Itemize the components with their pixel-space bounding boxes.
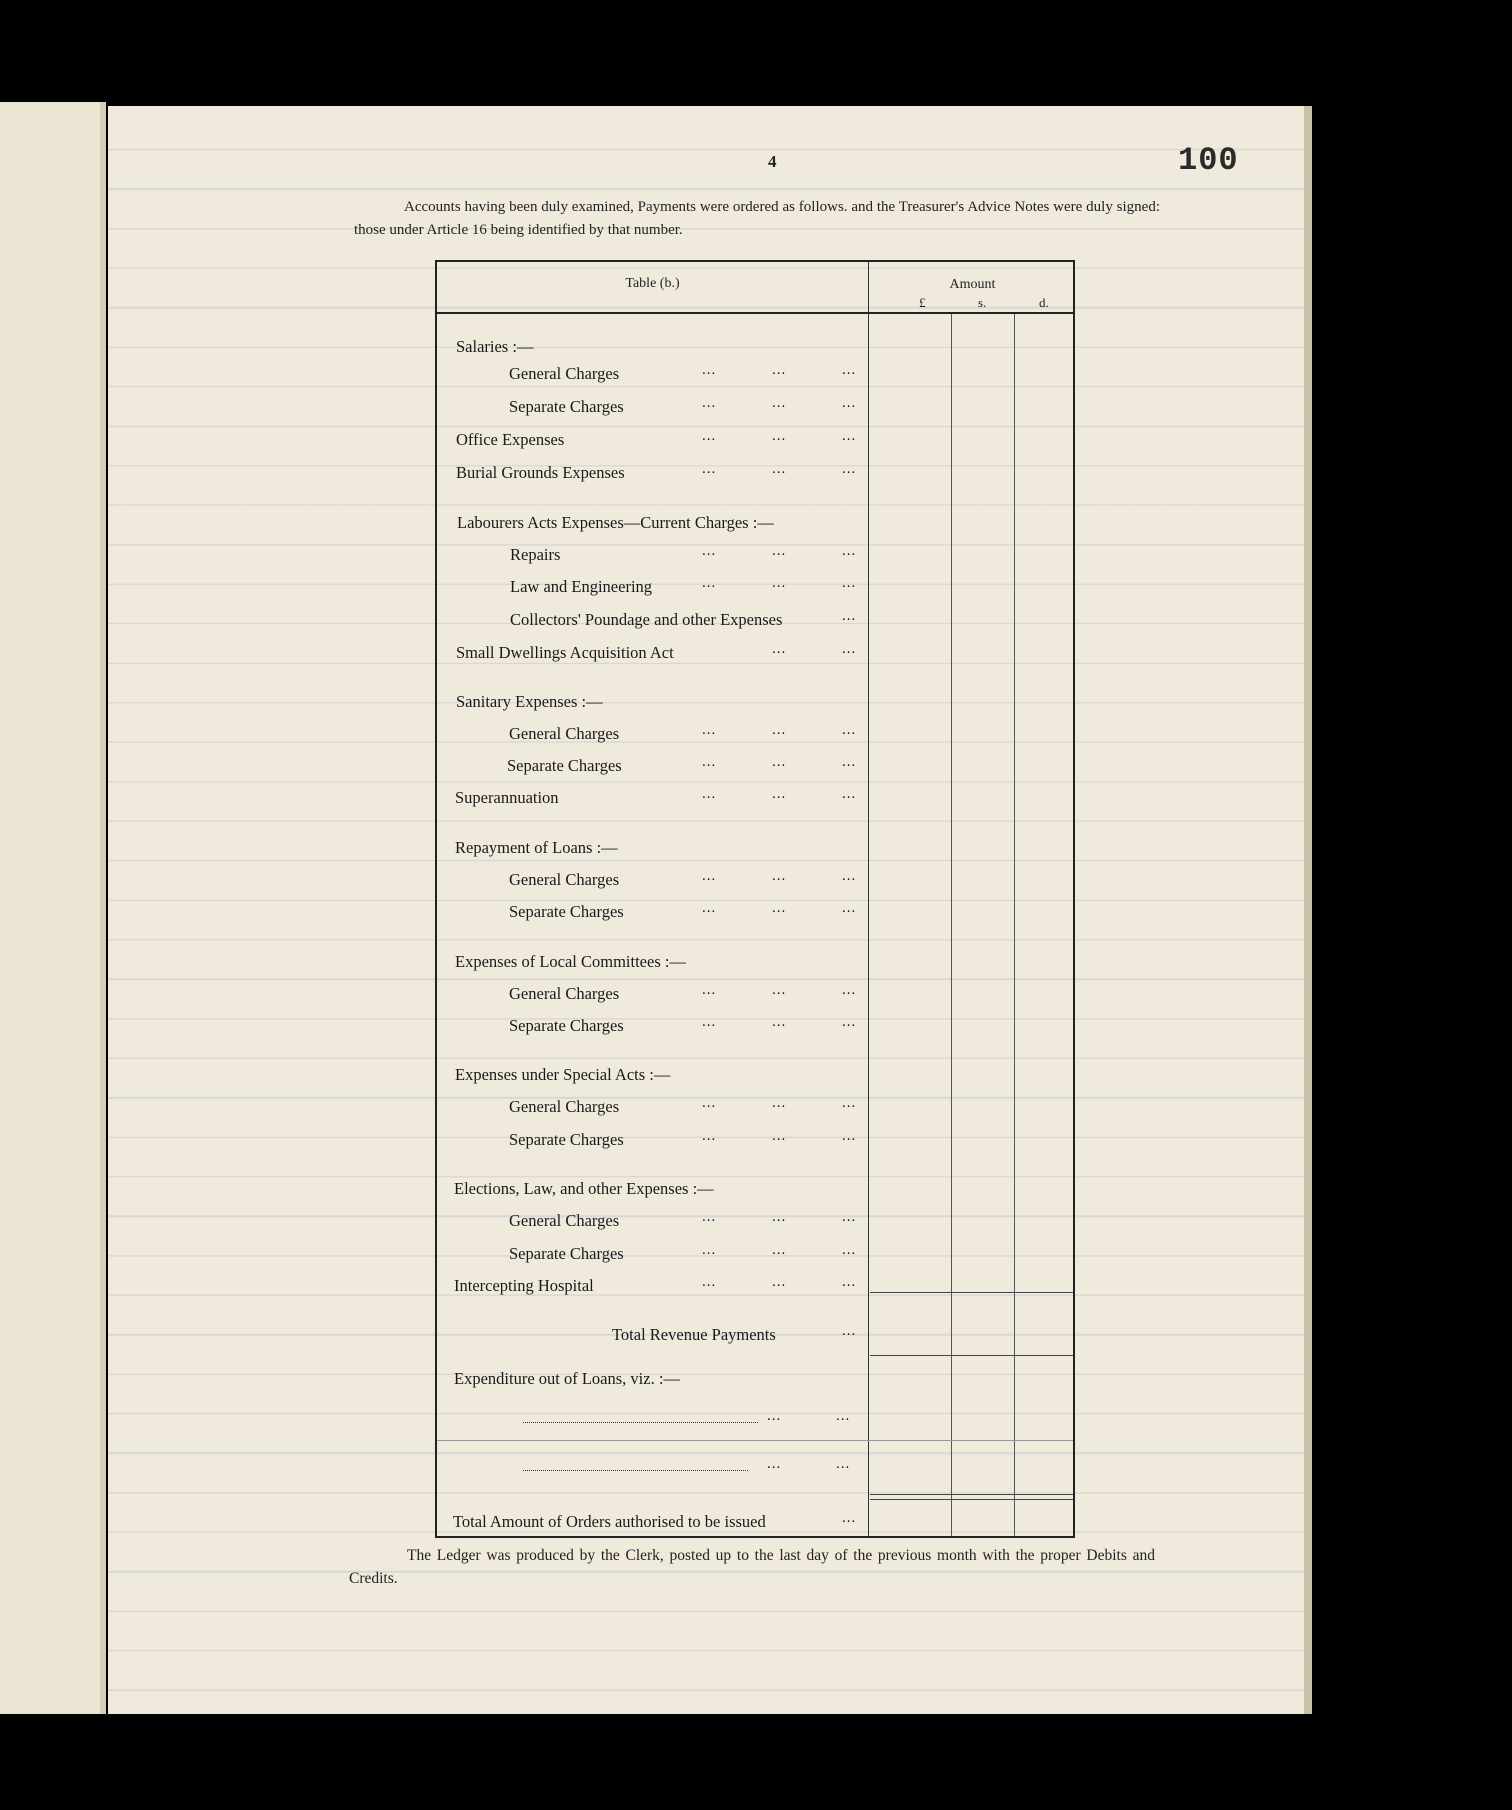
row-label: Office Expenses xyxy=(456,430,565,449)
leader-dots: ... xyxy=(702,722,717,738)
payments-table xyxy=(435,260,1075,1538)
leader-dots: ... xyxy=(702,1014,717,1030)
leader-dots: ... xyxy=(842,786,857,802)
leader-dots: ... xyxy=(702,543,717,559)
row-label: Expenses under Special Acts :— xyxy=(455,1065,671,1084)
table-row-general-charges xyxy=(437,870,868,894)
table-row-small-dwellings-acquisition-act xyxy=(437,643,868,667)
row-label: Separate Charges xyxy=(509,902,624,921)
table-row-superannuation xyxy=(437,788,868,812)
table-row-sanitary-expenses xyxy=(437,692,868,716)
table-row-repayment-of-loans xyxy=(437,838,868,862)
leader-dots: ... xyxy=(772,428,787,444)
leader-dots: ... xyxy=(702,362,717,378)
leader-dots: ... xyxy=(772,786,787,802)
row-label: Repairs xyxy=(510,545,561,564)
page-number: 4 xyxy=(768,152,777,171)
leader-dots: ... xyxy=(772,641,787,657)
row-label: Elections, Law, and other Expenses :— xyxy=(454,1179,714,1198)
table-row-separate-charges xyxy=(437,397,868,421)
leader-dots: ... xyxy=(842,1095,857,1111)
table-title: Table (b.) xyxy=(625,276,680,291)
shillings-header: s. xyxy=(978,295,987,310)
leader-dots: ... xyxy=(702,754,717,770)
row-label: General Charges xyxy=(509,1211,620,1230)
leader-dots: ... xyxy=(842,754,857,770)
row-label: Separate Charges xyxy=(509,1016,624,1035)
leader-dots: ... xyxy=(772,1209,787,1225)
intro-paragraph: Accounts having been duly examined, Payments were ordered as follows. and the Treasurer's Advice Notes were duly signed: those under Article 16 being identified by that number. xyxy=(354,199,1160,238)
leader-dots: ... xyxy=(842,362,857,378)
pounds-shillings-divider xyxy=(951,314,952,1536)
leader-dots: ... xyxy=(836,1408,851,1424)
table-row-collectors-poundage-and-other-expenses xyxy=(437,610,868,634)
blank-loan-line-1 xyxy=(437,1410,868,1434)
loan-line-divider xyxy=(437,1440,1073,1441)
leader-dots: ... xyxy=(842,428,857,444)
table-row-total-amount-of-orders-authorised-to-be-issued xyxy=(437,1512,868,1536)
table-row-salaries xyxy=(437,337,868,361)
amount-header: Amount xyxy=(949,277,996,292)
leader-dots: ... xyxy=(842,608,857,624)
leader-dots: ... xyxy=(772,362,787,378)
row-label: Separate Charges xyxy=(507,756,622,775)
row-label: Salaries :— xyxy=(456,337,534,356)
leader-dots: ... xyxy=(772,900,787,916)
grand-total-rule-double xyxy=(870,1499,1073,1500)
leader-dots: ... xyxy=(842,543,857,559)
page-edge xyxy=(1304,106,1312,1714)
leader-dots: ... xyxy=(772,868,787,884)
row-label: General Charges xyxy=(509,870,620,889)
table-row-general-charges xyxy=(437,364,868,388)
row-label: Burial Grounds Expenses xyxy=(456,463,625,482)
blank-leader xyxy=(523,1422,758,1423)
leader-dots: ... xyxy=(702,575,717,591)
leader-dots: ... xyxy=(772,1095,787,1111)
leader-dots: ... xyxy=(702,395,717,411)
leader-dots: ... xyxy=(702,428,717,444)
facing-page xyxy=(0,102,106,1714)
total-revenue-rule-bottom xyxy=(870,1355,1073,1356)
leader-dots: ... xyxy=(772,461,787,477)
row-label: Sanitary Expenses :— xyxy=(456,692,603,711)
leader-dots: ... xyxy=(702,1242,717,1258)
table-row-separate-charges xyxy=(437,756,868,780)
leader-dots: ... xyxy=(702,461,717,477)
table-row-separate-charges xyxy=(437,902,868,926)
table-row-general-charges xyxy=(437,724,868,748)
table-row-burial-grounds-expenses xyxy=(437,463,868,487)
table-row-total-revenue-payments xyxy=(437,1325,868,1349)
header-rule xyxy=(437,312,1073,314)
total-revenue-rule-top xyxy=(870,1292,1073,1293)
table-row-expenditure-out-of-loans-viz xyxy=(437,1369,868,1393)
row-label: Separate Charges xyxy=(509,1244,624,1263)
table-row-expenses-under-special-acts xyxy=(437,1065,868,1089)
leader-dots: ... xyxy=(767,1456,782,1472)
closing-paragraph: The Ledger was produced by the Clerk, posted up to the last day of the previous month with the proper Debits and Credits. xyxy=(349,1547,1155,1587)
row-label: General Charges xyxy=(509,1097,620,1116)
leader-dots: ... xyxy=(772,754,787,770)
leader-dots: ... xyxy=(842,1323,857,1339)
row-label: Separate Charges xyxy=(509,1130,624,1149)
leader-dots: ... xyxy=(842,395,857,411)
leader-dots: ... xyxy=(842,722,857,738)
blank-leader xyxy=(523,1470,748,1471)
leader-dots: ... xyxy=(702,786,717,802)
row-label: Small Dwellings Acquisition Act xyxy=(456,643,674,662)
row-label: Collectors' Poundage and other Expenses xyxy=(510,610,783,629)
leader-dots: ... xyxy=(842,1128,857,1144)
leader-dots: ... xyxy=(702,1128,717,1144)
row-label: Expenditure out of Loans, viz. :— xyxy=(454,1369,680,1388)
leader-dots: ... xyxy=(772,1014,787,1030)
table-row-elections-law-and-other-expenses xyxy=(437,1179,868,1203)
leader-dots: ... xyxy=(842,982,857,998)
blank-loan-line-2 xyxy=(437,1458,868,1482)
leader-dots: ... xyxy=(702,868,717,884)
leader-dots: ... xyxy=(836,1456,851,1472)
table-row-office-expenses xyxy=(437,430,868,454)
leader-dots: ... xyxy=(842,868,857,884)
leader-dots: ... xyxy=(702,1209,717,1225)
leader-dots: ... xyxy=(842,1242,857,1258)
row-label: Labourers Acts Expenses—Current Charges :— xyxy=(457,513,774,532)
leader-dots: ... xyxy=(702,1095,717,1111)
leader-dots: ... xyxy=(702,900,717,916)
leader-dots: ... xyxy=(772,1128,787,1144)
table-row-separate-charges xyxy=(437,1244,868,1268)
table-row-separate-charges xyxy=(437,1016,868,1040)
row-label: Expenses of Local Committees :— xyxy=(455,952,686,971)
grand-total-rule-top xyxy=(870,1494,1073,1495)
table-row-repairs xyxy=(437,545,868,569)
table-row-general-charges xyxy=(437,984,868,1008)
leader-dots: ... xyxy=(842,641,857,657)
leader-dots: ... xyxy=(842,1510,857,1526)
leader-dots: ... xyxy=(772,575,787,591)
row-label: Total Amount of Orders authorised to be issued xyxy=(453,1512,766,1531)
folio-number: 100 xyxy=(1178,142,1239,179)
table-row-general-charges xyxy=(437,1097,868,1121)
table-row-law-and-engineering xyxy=(437,577,868,601)
leader-dots: ... xyxy=(772,722,787,738)
leader-dots: ... xyxy=(842,1274,857,1290)
row-label: Separate Charges xyxy=(509,397,624,416)
leader-dots: ... xyxy=(702,982,717,998)
row-label: General Charges xyxy=(509,364,620,383)
table-row-expenses-of-local-committees xyxy=(437,952,868,976)
table-row-general-charges xyxy=(437,1211,868,1235)
table-row-intercepting-hospital xyxy=(437,1276,868,1300)
leader-dots: ... xyxy=(772,1242,787,1258)
row-label: Total Revenue Payments xyxy=(612,1325,776,1344)
row-label: Repayment of Loans :— xyxy=(455,838,618,857)
leader-dots: ... xyxy=(842,900,857,916)
leader-dots: ... xyxy=(772,543,787,559)
label-amount-divider xyxy=(868,262,869,1536)
leader-dots: ... xyxy=(772,982,787,998)
row-label: General Charges xyxy=(509,984,620,1003)
leader-dots: ... xyxy=(842,461,857,477)
shillings-pence-divider xyxy=(1014,314,1015,1536)
leader-dots: ... xyxy=(842,575,857,591)
row-label: Law and Engineering xyxy=(510,577,653,596)
pounds-header: £ xyxy=(919,295,926,310)
leader-dots: ... xyxy=(772,1274,787,1290)
row-label: Intercepting Hospital xyxy=(454,1276,594,1295)
row-label: Superannuation xyxy=(455,788,559,807)
leader-dots: ... xyxy=(772,395,787,411)
table-row-labourers-acts-expenses-current-charges xyxy=(437,513,868,537)
leader-dots: ... xyxy=(842,1209,857,1225)
pence-header: d. xyxy=(1039,295,1049,310)
leader-dots: ... xyxy=(842,1014,857,1030)
table-row-separate-charges xyxy=(437,1130,868,1154)
leader-dots: ... xyxy=(702,1274,717,1290)
leader-dots: ... xyxy=(767,1408,782,1424)
row-label: General Charges xyxy=(509,724,620,743)
